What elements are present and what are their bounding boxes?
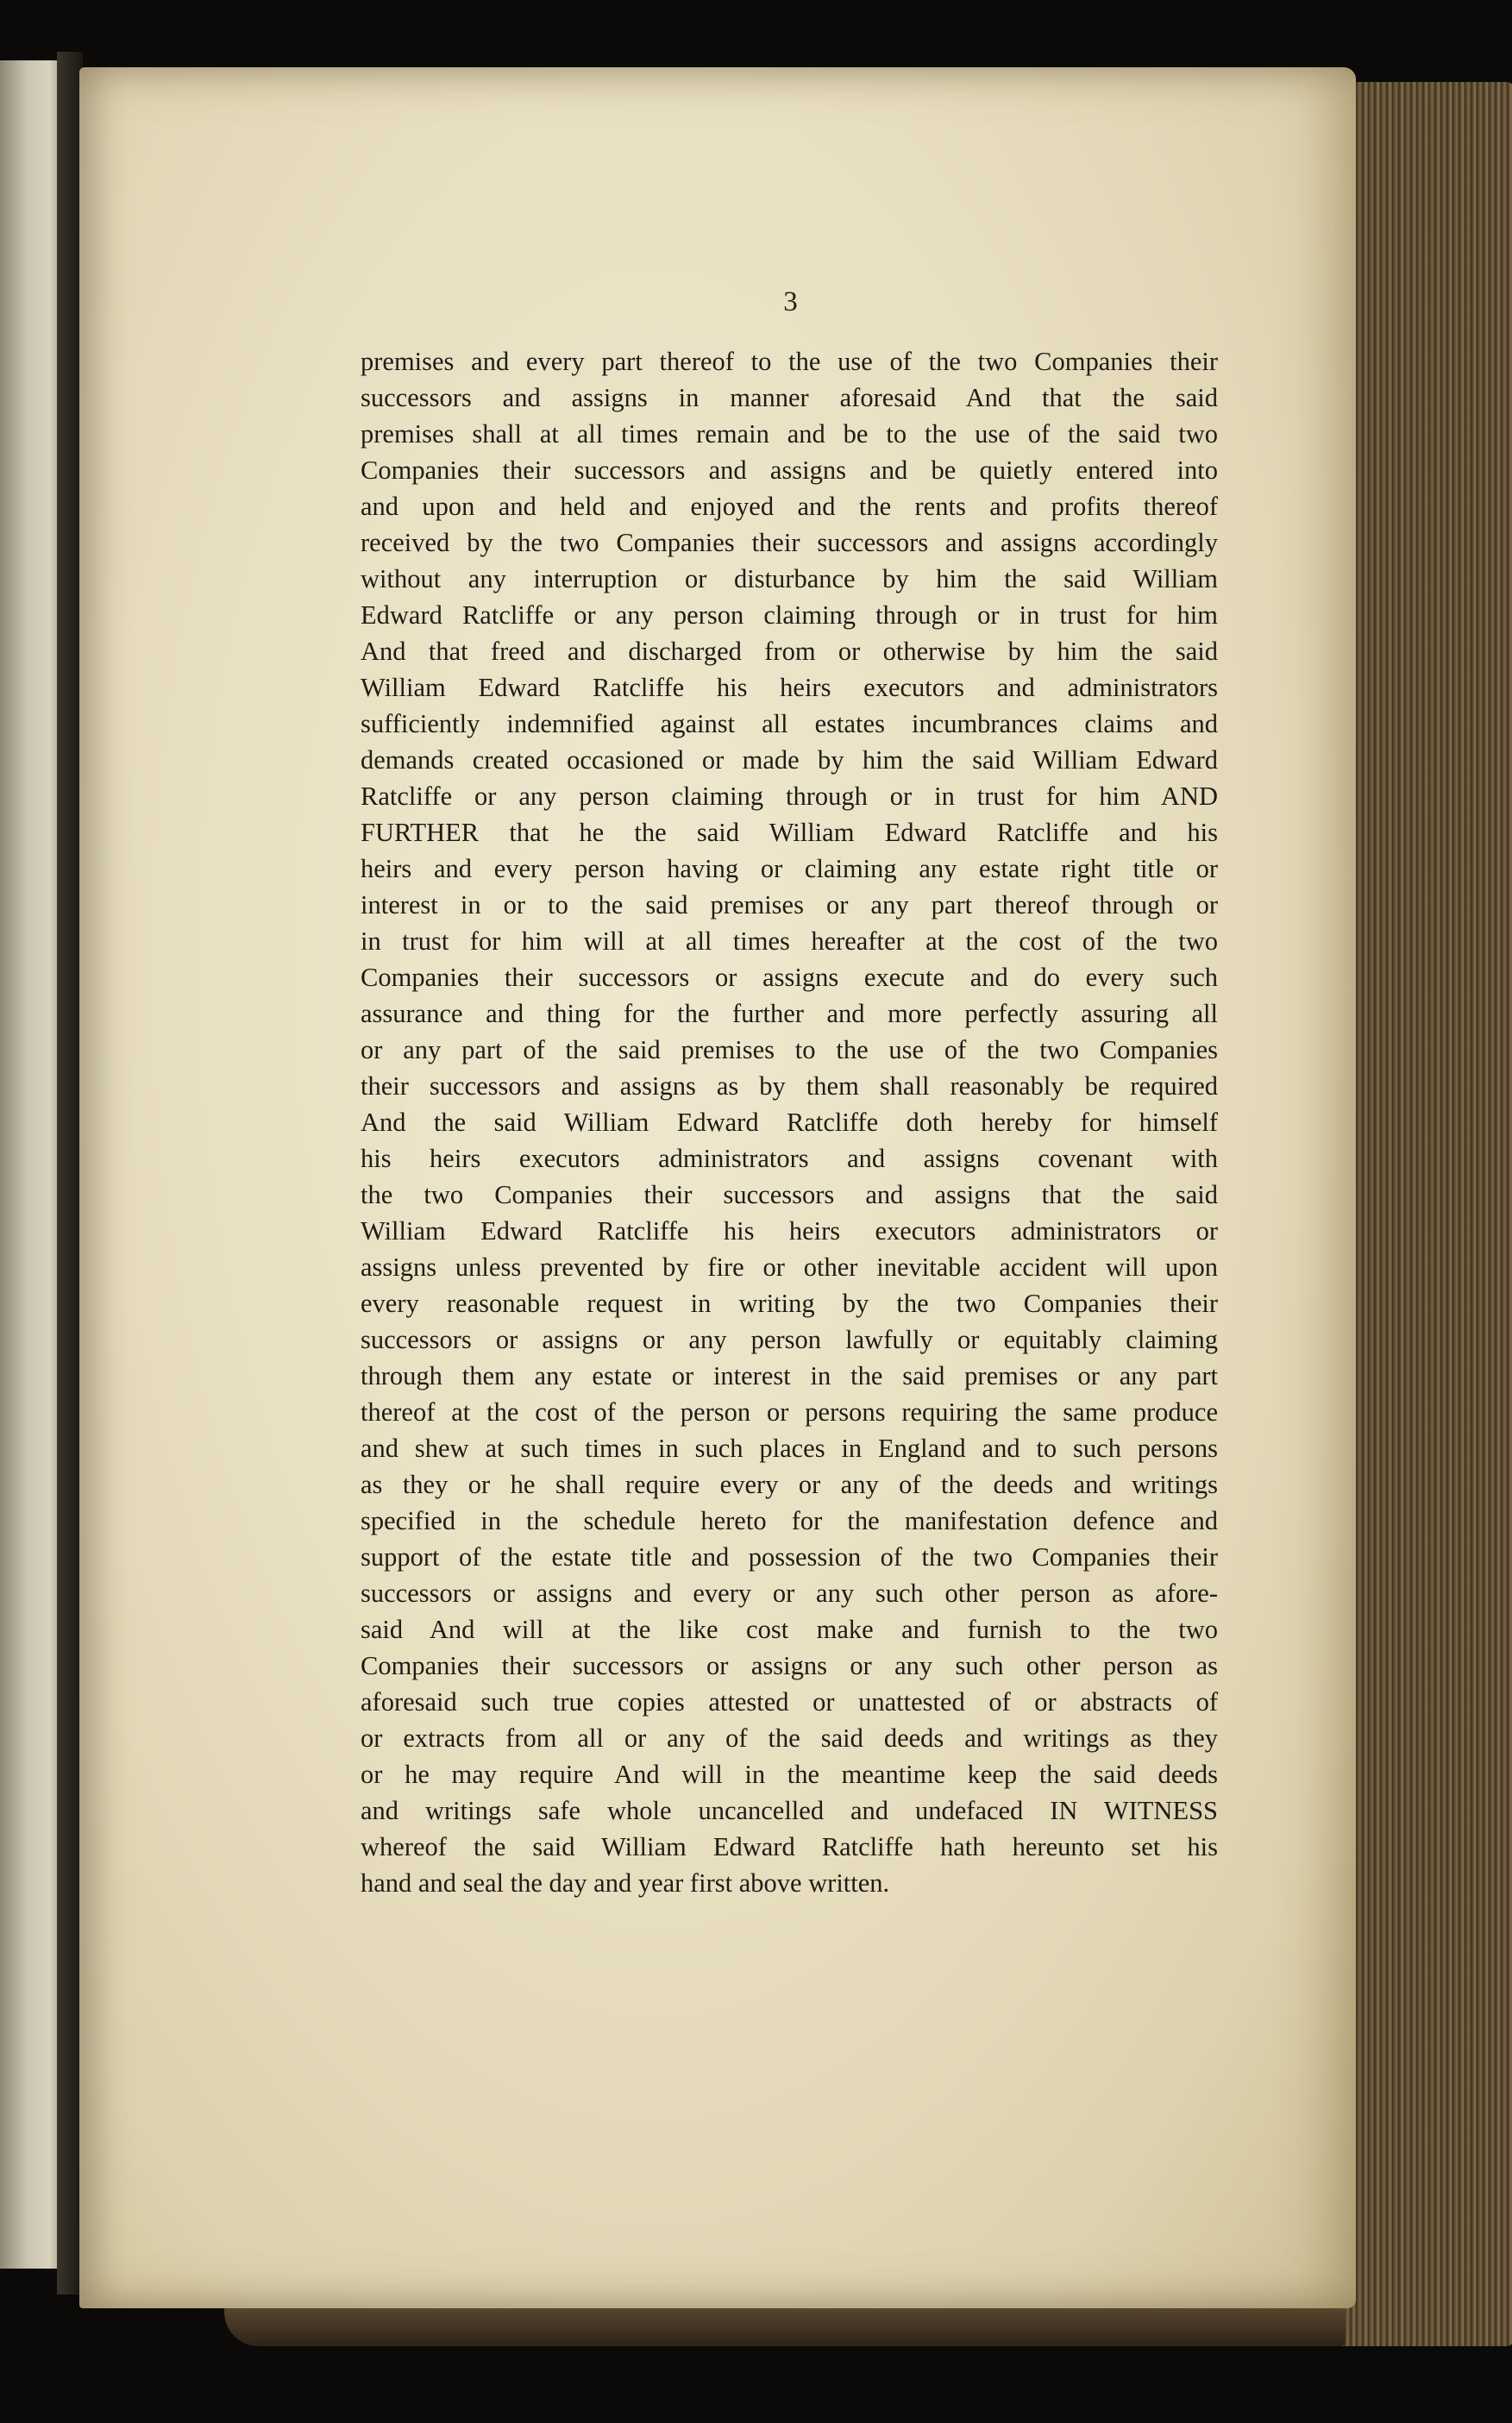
text-line: received by the two Companies their successors and assigns accordingly: [361, 528, 1218, 557]
text-line: and upon and held and enjoyed and the rents and profits thereof: [361, 492, 1218, 521]
text-line: And that freed and discharged from or otherwise by him the said: [361, 637, 1218, 666]
text-line: in trust for him will at all times hereafter at the cost of the two: [361, 926, 1218, 956]
text-line: thereof at the cost of the person or persons requiring the same produce: [361, 1397, 1218, 1427]
text-line: his heirs executors administrators and assigns covenant with: [361, 1144, 1218, 1173]
text-line: aforesaid such true copies attested or unattested of or abstracts of: [361, 1687, 1218, 1717]
text-line: and shew at such times in such places in England and to such persons: [361, 1434, 1218, 1463]
text-line: sufficiently indemnified against all estates incumbrances claims and: [361, 709, 1218, 738]
text-line: their successors and assigns as by them shall reasonably be required: [361, 1071, 1218, 1101]
text-line: Ratcliffe or any person claiming through or in trust for him AND: [361, 782, 1218, 811]
text-line: or he may require And will in the meantime keep the said deeds: [361, 1760, 1218, 1789]
body-text: [361, 343, 1218, 1901]
text-line: or any part of the said premises to the use of the two Companies: [361, 1035, 1218, 1064]
text-line: FURTHER that he the said William Edward Ratcliffe and his: [361, 818, 1218, 847]
text-line: every reasonable request in writing by the two Companies their: [361, 1289, 1218, 1318]
text-line: whereof the said William Edward Ratcliffe hath hereunto set his: [361, 1832, 1218, 1861]
text-line: Edward Ratcliffe or any person claiming through or in trust for him: [361, 600, 1218, 630]
text-line: through them any estate or interest in the said premises or any part: [361, 1361, 1218, 1390]
text-line: heirs and every person having or claiming any estate right title or: [361, 854, 1218, 883]
text-line: Companies their successors or assigns execute and do every such: [361, 963, 1218, 992]
text-line: as they or he shall require every or any of the deeds and writings: [361, 1470, 1218, 1499]
text-line: the two Companies their successors and assigns that the said: [361, 1180, 1218, 1209]
text-line: assurance and thing for the further and more perfectly assuring all: [361, 999, 1218, 1028]
page-number: 3: [783, 286, 798, 317]
text-line: successors or assigns or any person lawfully or equitably claiming: [361, 1325, 1218, 1354]
text-line: successors and assigns in manner aforesaid And that the said: [361, 383, 1218, 412]
text-line: And the said William Edward Ratcliffe doth hereby for himself: [361, 1108, 1218, 1137]
text-line: Companies their successors and assigns and be quietly entered into: [361, 455, 1218, 485]
text-line: William Edward Ratcliffe his heirs executors administrators or: [361, 1216, 1218, 1246]
text-line: demands created occasioned or made by him the said William Edward: [361, 745, 1218, 775]
text-line: specified in the schedule hereto for the manifestation defence and: [361, 1506, 1218, 1535]
text-line: support of the estate title and possession of the two Companies their: [361, 1542, 1218, 1572]
text-line: premises and every part thereof to the use of the two Companies their: [361, 347, 1218, 376]
text-line: successors or assigns and every or any such other person as afore-: [361, 1579, 1218, 1608]
text-line: Companies their successors or assigns or any such other person as: [361, 1651, 1218, 1680]
text-line: hand and seal the day and year first above written.: [361, 1868, 890, 1898]
text-line: assigns unless prevented by fire or other inevitable accident will upon: [361, 1252, 1218, 1282]
text-line: William Edward Ratcliffe his heirs executors and administrators: [361, 673, 1218, 702]
text-line: premises shall at all times remain and be to the use of the said two: [361, 419, 1218, 449]
text-line: or extracts from all or any of the said deeds and writings as they: [361, 1723, 1218, 1753]
text-line: interest in or to the said premises or any part thereof through or: [361, 890, 1218, 920]
text-line: without any interruption or disturbance by him the said William: [361, 564, 1218, 593]
text-line: and writings safe whole uncancelled and undefaced IN WITNESS: [361, 1796, 1218, 1825]
text-line: said And will at the like cost make and furnish to the two: [361, 1615, 1218, 1644]
page-stack-edge: [1333, 82, 1512, 2346]
